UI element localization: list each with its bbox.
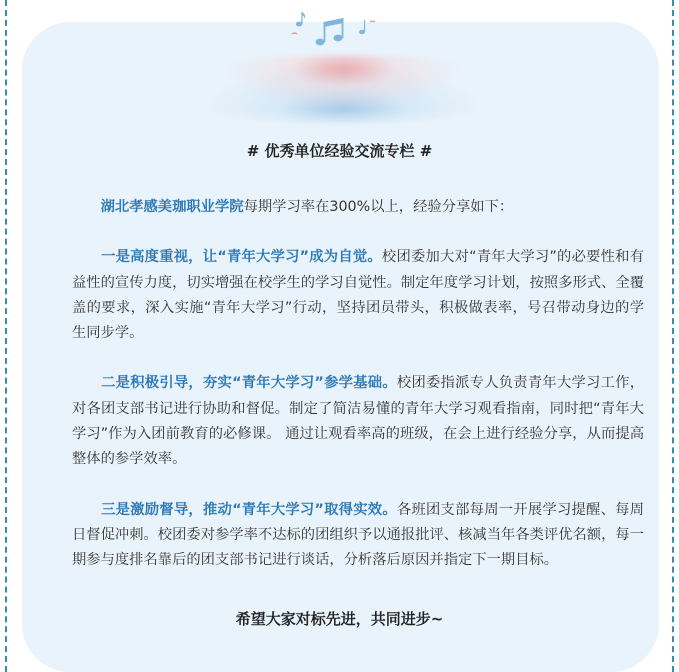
closing-message: 希望大家对标先进，共同进步~	[235, 610, 444, 628]
intro-paragraph	[72, 195, 644, 220]
article-body	[72, 195, 644, 574]
section-body-3: 各班团支部每周一开展学习提醒、每周日督促冲刺。校团委对参学率不达标的团组织予以通报批评、核减当年各类评优名额，每一期参与度排名靠后的团支部书记进行谈话，分析落后原因并指定下一期目标。	[72, 501, 645, 569]
banner-fade	[178, 110, 508, 130]
column-title: # 优秀单位经验交流专栏 #	[246, 142, 433, 160]
section-paragraph-2	[72, 371, 644, 472]
left-dashed-border	[5, 0, 7, 672]
section-body-1: 校团委加大对“青年大学习”的必要性和有益性的宣传力度，切实增强在校学生的学习自觉性。制定年度学习计划，按照多形式、全覆盖的要求，深入实施“青年大学习”行动，坚持团员带头，积极做表率，号召带动身边的学生同步学。	[72, 249, 645, 342]
intro-text: 每期学习率在300%以上，经验分享如下：	[243, 199, 514, 215]
section-paragraph-1	[72, 245, 644, 346]
section-heading-1: 一是高度重视，让“青年大学习”成为自觉。	[101, 249, 382, 266]
section-paragraph-3	[72, 498, 644, 574]
section-heading-3: 三是激励督导，推动“青年大学习”取得实效。	[101, 501, 397, 518]
music-notes-icon	[290, 8, 380, 48]
right-dashed-border	[672, 0, 674, 672]
school-name: 湖北孝感美珈职业学院	[100, 199, 244, 215]
section-heading-2: 二是积极引导，夯实“青年大学习”参学基础。	[101, 375, 397, 392]
section-body-2: 校团委指派专人负责青年大学习工作，对各团支部书记进行协助和督促。制定了简洁易懂的青年大学习观看指南，同时把“青年大学习”作为入团前教育的必修课。 通过让观看率高的班级，在会上进行经验分享，从而提高整体的参学效率。	[72, 375, 645, 468]
